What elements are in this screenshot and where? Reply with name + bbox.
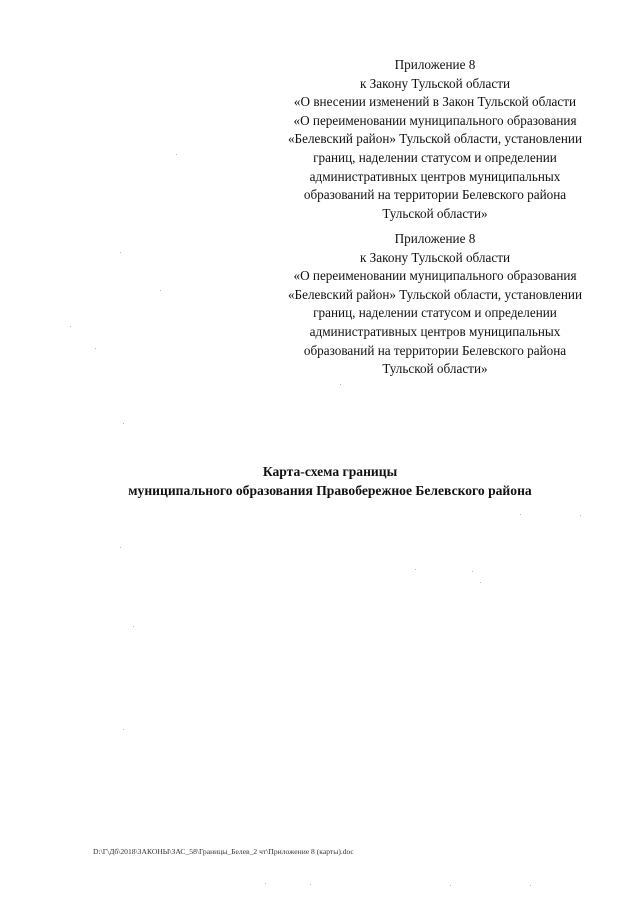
appendix-header-original <box>262 230 608 379</box>
map-title-line-1: Карта-схема границы <box>262 464 398 479</box>
appendix-header-current <box>262 56 608 223</box>
map-title <box>60 462 600 500</box>
appendix-line: «О переименовании муниципального образования <box>293 268 577 284</box>
appendix-line: границ, наделении статусом и определении <box>313 305 557 321</box>
map-title-line-2: муниципального образования Правобережное Белевского района <box>128 483 532 498</box>
appendix-line: образований на территории Белевского района <box>303 187 567 203</box>
appendix-line: «О внесении изменений в Закон Тульской области <box>293 94 577 110</box>
appendix-line: образований на территории Белевского района <box>303 342 567 358</box>
appendix-line: к Закону Тульской области <box>359 75 511 91</box>
appendix-line: к Закону Тульской области <box>359 249 511 265</box>
file-path-footer: D:\Г\Дб\2018\ЗАКОНЫ\ЗАС_58\Границы_Белев_2 чт\Приложение 8 (карты).doc <box>93 847 354 856</box>
appendix-line: административных центров муниципальных <box>309 168 561 184</box>
appendix-line: «Белевский район» Тульской области, установлении <box>287 286 583 302</box>
appendix-line: Приложение 8 <box>394 231 476 246</box>
appendix-line: «Белевский район» Тульской области, установлении <box>287 131 583 147</box>
appendix-line: Тульской области» <box>382 205 488 221</box>
appendix-line: Приложение 8 <box>394 57 476 72</box>
appendix-line: границ, наделении статусом и определении <box>313 149 557 165</box>
appendix-line: административных центров муниципальных <box>309 323 561 339</box>
appendix-line: Тульской области» <box>382 361 488 377</box>
appendix-line: «О переименовании муниципального образования <box>293 112 577 128</box>
